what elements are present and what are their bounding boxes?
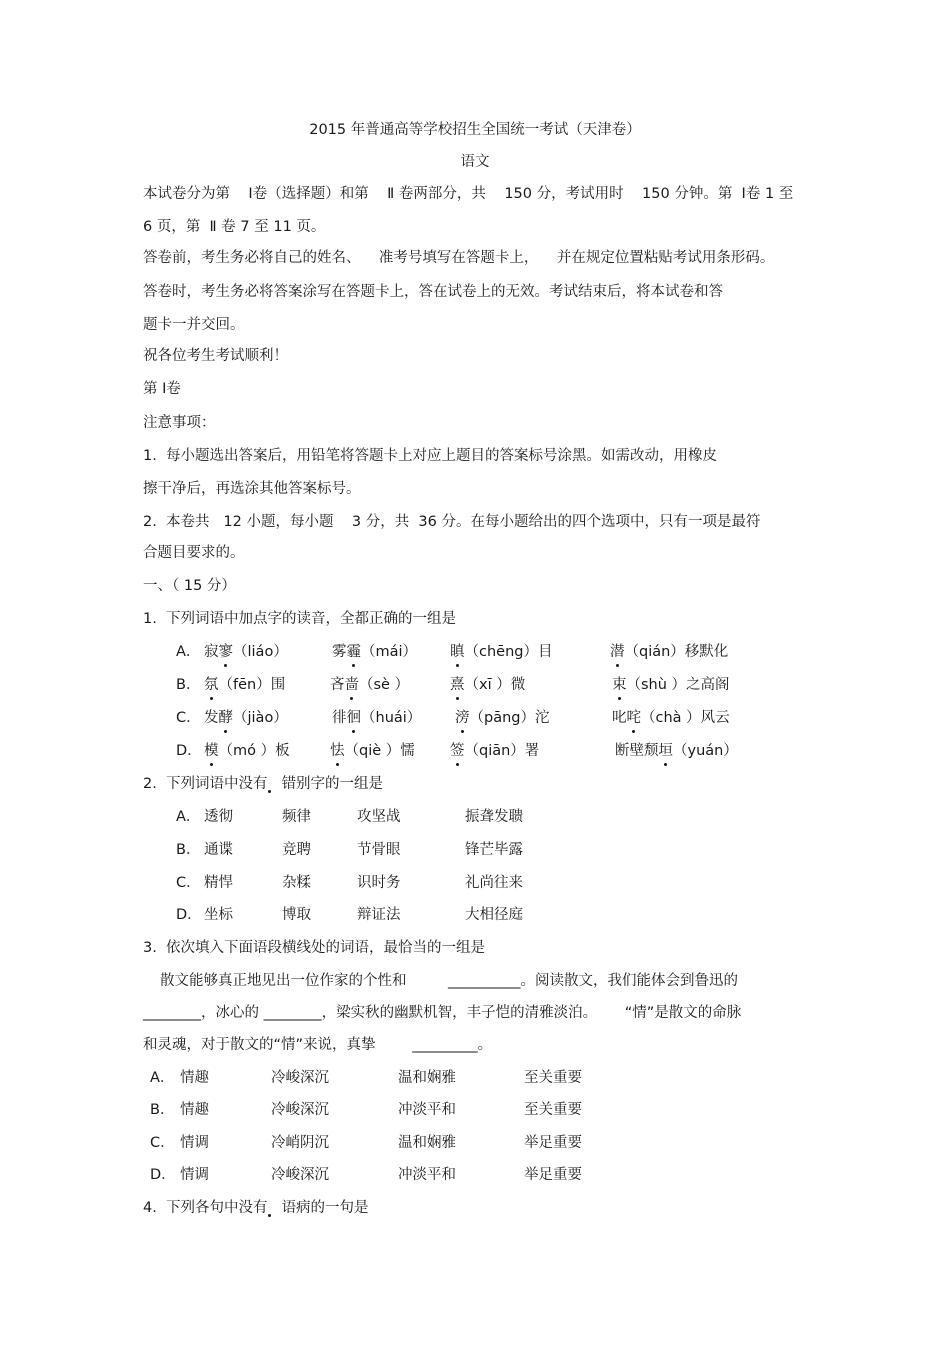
option-item: 竞聘 (282, 842, 311, 858)
note-line: 合题目要求的。 (143, 545, 245, 561)
option-item: 识时务 (357, 875, 401, 891)
option-item: 叱咤（chà ）风云 (612, 710, 730, 726)
question-stem: 2. 下列词语中没有 错别字的一组是 (143, 776, 384, 792)
option-label: C． (150, 1135, 175, 1151)
option-label: D． (176, 743, 202, 759)
option-item: 情调 (180, 1167, 209, 1183)
option-label: B． (150, 1102, 175, 1118)
option-label: D． (176, 907, 202, 923)
question-stem: 4. 下列各句中没有 语病的一句是 (143, 1200, 369, 1216)
option-item: 冲淡平和 (398, 1167, 456, 1183)
option-item: 冲淡平和 (398, 1102, 456, 1118)
question-stem: 1. 下列词语中加点字的读音，全都正确的一组是 (143, 611, 457, 627)
option-item: 徘徊（huái） (332, 710, 422, 726)
exam-title: 2015 年普通高等学校招生全国统一考试（天津卷） (309, 122, 641, 138)
option-item: 温和娴雅 (398, 1135, 456, 1151)
option-item: 攻坚战 (357, 809, 401, 825)
option-item: 透彻 (204, 809, 233, 825)
option-item: 怯（qiè ）懦 (330, 743, 415, 759)
option-item: 模（mó ）板 (204, 743, 290, 759)
option-item: 至关重要 (524, 1070, 582, 1086)
option-item: 潜（qián）移默化 (610, 644, 729, 660)
note-line: 1. 每小题选出答案后，用铅笔将答题卡上对应上题目的答案标号涂黑。如需改动，用橡皮 (143, 448, 718, 464)
option-label: D． (150, 1167, 176, 1183)
option-item: 雾霾（mái） (332, 644, 418, 660)
option-item: 辩证法 (357, 907, 401, 923)
option-label: A． (176, 809, 201, 825)
notes-title: 注意事项： (143, 415, 216, 431)
note-line: 2. 本卷共 12 小题，每小题 3 分，共 36 分。在每小题给出的四个选项中，只有一项是最符 (143, 514, 761, 530)
intro-line: 本试卷分为第 Ⅰ卷（选择题）和第 Ⅱ 卷两部分，共 150 分，考试用时 150 分钟。第 Ⅰ卷 1 至 (143, 186, 794, 202)
option-item: 锋芒毕露 (465, 842, 523, 858)
option-item: 滂（pāng）沱 (455, 710, 550, 726)
passage-line: ________，冰心的 ________，梁实秋的幽默机智，丰子恺的清雅淡泊。 “情”是散文的命脉 (143, 1005, 742, 1021)
part-heading: 第 Ⅰ卷 (143, 381, 181, 397)
option-item: 断壁颓垣（yuán） (615, 743, 738, 759)
option-item: 频律 (282, 809, 311, 825)
option-item: 签（qiān）署 (450, 743, 540, 759)
option-item: 冷峭阴沉 (271, 1135, 329, 1151)
option-item: 冷峻深沉 (271, 1102, 329, 1118)
option-item: 礼尚往来 (465, 875, 523, 891)
option-item: 吝啬（sè ） (330, 677, 410, 693)
option-item: 发酵（jiào） (204, 710, 288, 726)
option-item: 冷峻深沉 (271, 1070, 329, 1086)
option-item: 节骨眼 (357, 842, 401, 858)
option-label: B． (176, 677, 201, 693)
option-item: 瞋（chēng）目 (450, 644, 553, 660)
option-item: 大相径庭 (465, 907, 523, 923)
intro-line: 6 页，第 Ⅱ 卷 7 至 11 页。 (143, 219, 326, 235)
option-item: 振聋发聩 (465, 809, 523, 825)
option-item: 博取 (282, 907, 311, 923)
option-item: 杂糅 (282, 875, 311, 891)
option-item: 举足重要 (524, 1167, 582, 1183)
option-item: 束（shù ）之高阁 (612, 677, 730, 693)
option-item: 举足重要 (524, 1135, 582, 1151)
option-item: 情调 (180, 1135, 209, 1151)
option-item: 通谍 (204, 842, 233, 858)
option-item: 至关重要 (524, 1102, 582, 1118)
passage-line: 散文能够真正地见出一位作家的个性和 __________。阅读散文，我们能体会到鲁迅的 (160, 973, 738, 989)
intro-line: 答卷时，考生务必将答案涂写在答题卡上，答在试卷上的无效。考试结束后，将本试卷和答 (143, 284, 723, 300)
option-item: 坐标 (204, 907, 233, 923)
option-item: 冷峻深沉 (271, 1167, 329, 1183)
option-item: 熹（xī ）微 (450, 677, 526, 693)
option-item: 精悍 (204, 875, 233, 891)
intro-line: 答卷前，考生务必将自己的姓名、 准考号填写在答题卡上， 并在规定位置粘贴考试用条形码。 (143, 250, 775, 266)
option-item: 情趣 (180, 1070, 209, 1086)
section-heading: 一、（ 15 分） (143, 578, 236, 594)
option-label: C． (176, 710, 201, 726)
option-item: 情趣 (180, 1102, 209, 1118)
option-label: B． (176, 842, 201, 858)
question-stem: 3. 依次填入下面语段横线处的词语，最恰当的一组是 (143, 940, 486, 956)
subject-title: 语文 (460, 154, 490, 170)
option-label: A． (150, 1070, 175, 1086)
option-item: 氛（fēn）围 (204, 677, 286, 693)
option-label: C． (176, 875, 201, 891)
intro-line: 题卡一并交回。 (143, 317, 245, 333)
option-item: 寂寥（liáo） (204, 644, 288, 660)
note-line: 擦干净后，再选涂其他答案标号。 (143, 481, 361, 497)
option-label: A． (176, 644, 201, 660)
intro-line: 祝各位考生考试顺利！ (143, 348, 288, 364)
option-item: 温和娴雅 (398, 1070, 456, 1086)
passage-line: 和灵魂，对于散文的“情”来说，真挚 _________。 (143, 1037, 493, 1053)
